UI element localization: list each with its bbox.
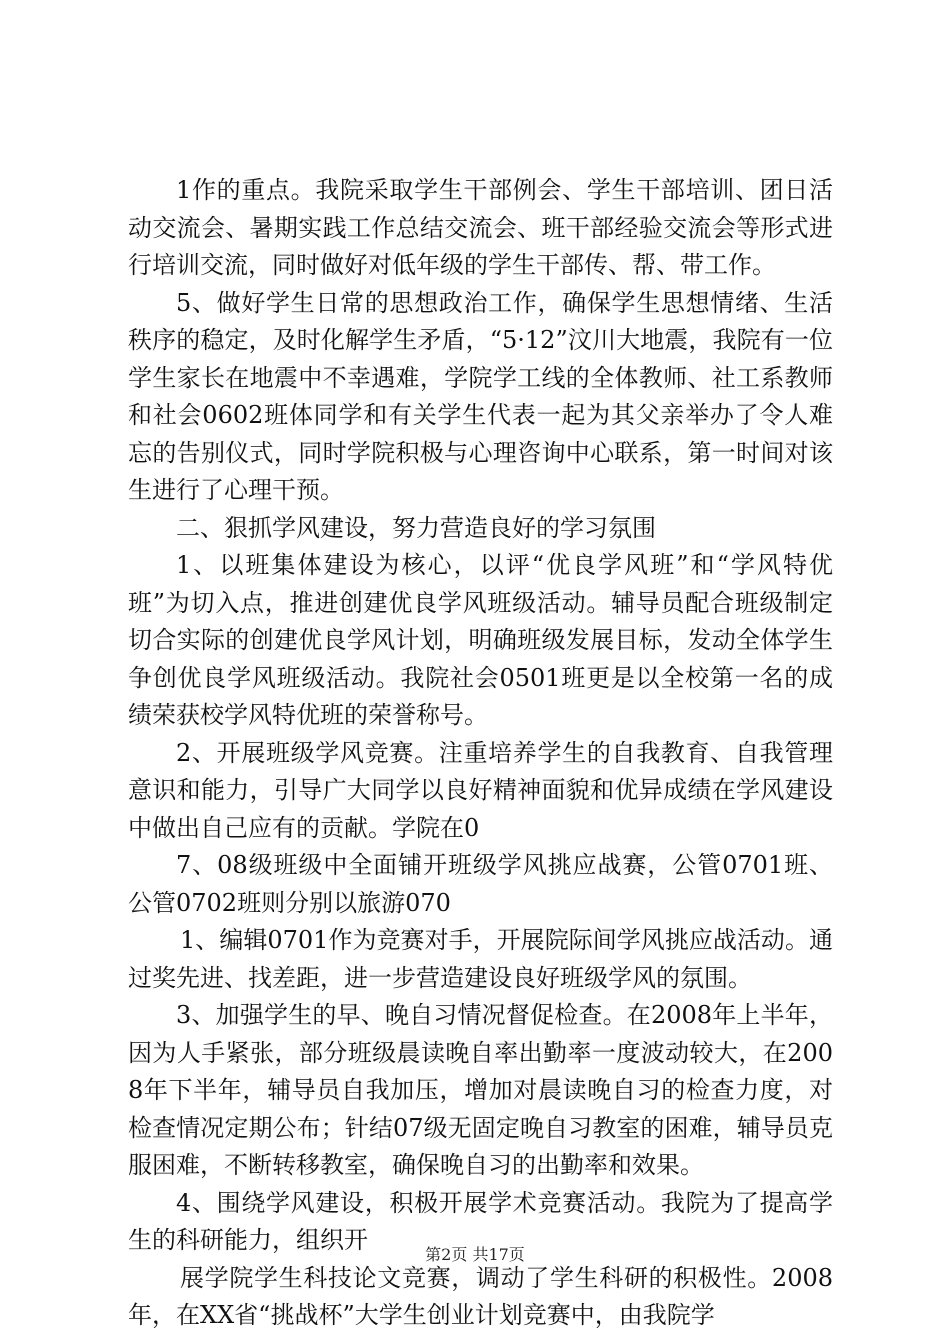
page-footer: 第2页 共17页	[425, 1245, 525, 1264]
paragraph-4: 2、开展班级学风竞赛。注重培养学生的自我教育、自我管理意识和能力，引导广大同学以良好精神面貌和优异成绩在学风建设中做出自己应有的贡献。学院在0	[128, 738, 833, 842]
paragraph-6: 1、编辑0701作为竞赛对手，开展院际间学风挑应战活动。通过奖先进、找差距，进一步营造建设良好班级学风的氛围。	[128, 926, 833, 992]
paragraph-8: 4、围绕学风建设，积极开展学术竞赛活动。我院为了提高学生的科研能力，组织开	[128, 1188, 833, 1254]
section-heading: 二、狠抓学风建设，努力营造良好的学习氛围	[176, 513, 656, 542]
paragraph-1: 1作的重点。我院采取学生干部例会、学生干部培训、团日活动交流会、暑期实践工作总结交流会、班干部经验交流会等形式进行培训交流，同时做好对低年级的学生干部传、帮、带工作。	[128, 176, 833, 279]
paragraph-2: 5、做好学生日常的思想政治工作，确保学生思想情绪、生活秩序的稳定，及时化解学生矛盾，“5·12”汶川大地震，我院有一位学生家长在地震中不幸遇难，学院学工线的全体教师、社工系教师和社会0602班体同学和有关学生代表一起为其父亲举办了令人难忘的告别仪式，同时学院积极与心理咨询中心联系，第一时间对该生进行了心理干预。	[128, 288, 833, 504]
paragraph-9: 展学院学生科技论文竞赛，调动了学生科研的积极性。2008年，在XX省“挑战杯”大学生创业计划竞赛中，由我院学	[128, 1263, 833, 1329]
body-text	[128, 172, 833, 1335]
paragraph-5: 7、08级班级中全面铺开班级学风挑应战赛，公管0701班、公管0702班则分别以旅游070	[128, 851, 833, 917]
paragraph-7: 3、加强学生的早、晚自习情况督促检查。在2008年上半年，因为人手紧张，部分班级晨读晚自率出勤率一度波动较大，在2008年下半年，辅导员自我加压，增加对晨读晚自习的检查力度，对检查情况定期公布；针结07级无固定晚自习教室的困难，辅导员克服困难，不断转移教室，确保晚自习的出勤率和效果。	[128, 1001, 833, 1179]
paragraph-3: 1、以班集体建设为核心，以评“优良学风班”和“学风特优班”为切入点，推进创建优良学风班级活动。辅导员配合班级制定切合实际的创建优良学风计划，明确班级发展目标，发动全体学生争创优良学风班级活动。我院社会0501班更是以全校第一名的成绩荣获校学风特优班的荣誉称号。	[128, 551, 833, 729]
